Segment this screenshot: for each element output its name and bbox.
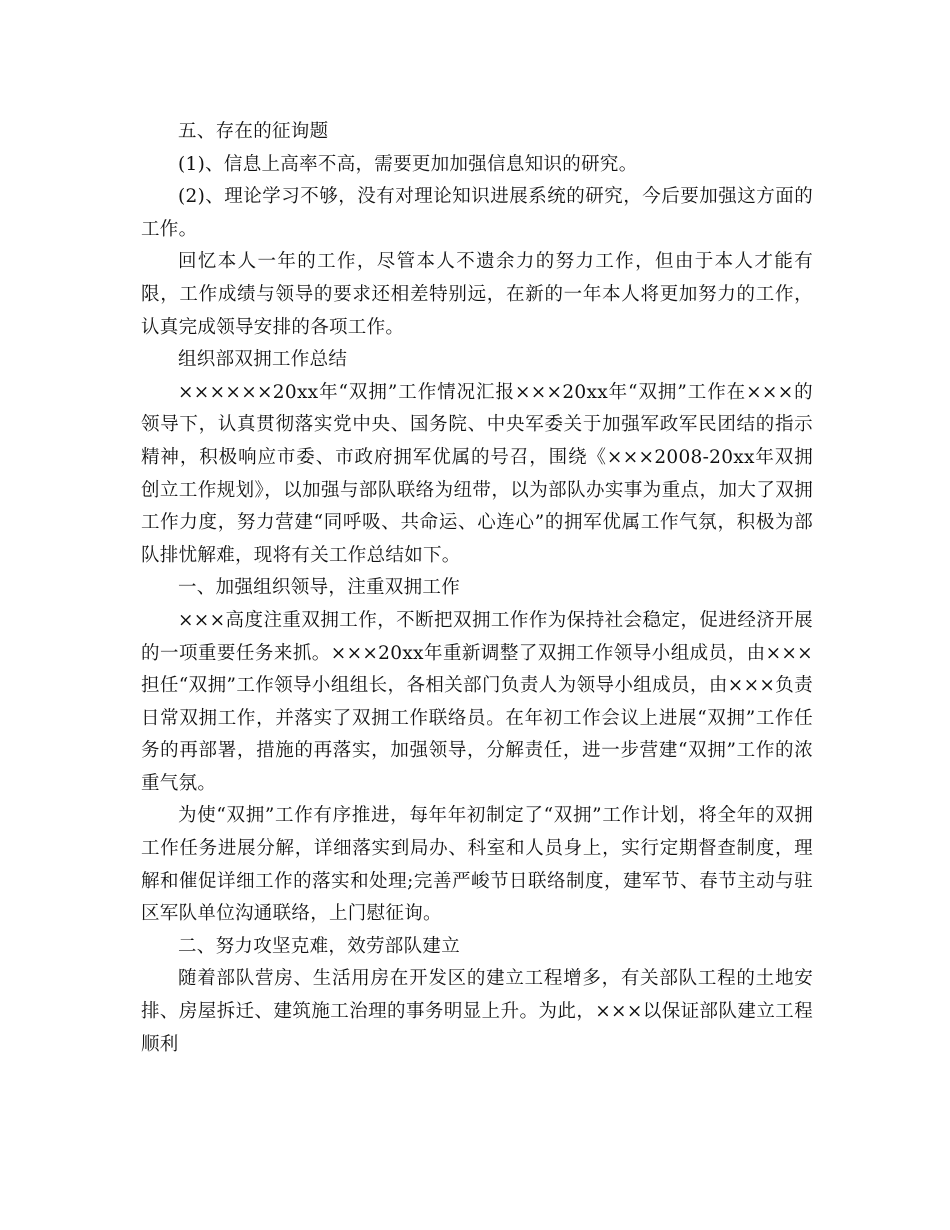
document-body bbox=[141, 116, 813, 1061]
section-heading: 五、存在的征询题 bbox=[178, 121, 329, 142]
paragraph: 随着部队营房、生活用房在开发区的建立工程增多，有关部队工程的土地安排、房屋拆迁、建筑施工治理的事务明显上升。为此，×××以保证部队建立工程顺利 bbox=[141, 968, 813, 1055]
paragraph: 为使“双拥”工作有序推进，每年年初制定了“双拥”工作计划，将全年的双拥工作任务进展分解，详细落实到局办、科室和人员身上，实行定期督查制度，理解和催促详细工作的落实和处理;完善严峻节日联络制度，建军节、春节主动与驻区军队单位沟通联络，上门慰征询。 bbox=[141, 805, 813, 925]
section-heading: 一、加强组织领导，注重双拥工作 bbox=[178, 577, 461, 599]
paragraph: (2)、理论学习不够，没有对理论知识进展系统的研究，今后要加强这方面的工作。 bbox=[141, 186, 813, 240]
section-heading: 二、努力攻坚克难，效劳部队建立 bbox=[178, 935, 461, 957]
paragraph: ×××高度注重双拥工作，不断把双拥工作作为保持社会稳定，促进经济开展的一项重要任务来抓。×××20xx年重新调整了双拥工作领导小组成员，由×××担任“双拥”工作领导小组组长，各相关部门负责人为领导小组成员，由×××负责日常双拥工作，并落实了双拥工作联络员。在年初工作会议上进展“双拥”工作任务的再部署，措施的再落实，加强领导，分解责任，进一步营建“双拥”工作的浓重气氛。 bbox=[141, 609, 813, 794]
paragraph: 回忆本人一年的工作，尽管本人不遗余力的努力工作，但由于本人才能有限，工作成绩与领导的要求还相差特别远，在新的一年本人将更加努力的工作，认真完成领导安排的各项工作。 bbox=[141, 251, 813, 338]
paragraph: (1)、信息上高率不高，需要更加加强信息知识的研究。 bbox=[178, 153, 638, 175]
paragraph: ××××××20xx年“双拥”工作情况汇报×××20xx年“双拥”工作在×××的领导下，认真贯彻落实党中央、国务院、中央军委关于加强军政军民团结的指示精神，积极响应市委、市政府拥军优属的号召，围绕《×××2008-20xx年双拥创立工作规划》，以加强与部队联络为纽带，以为部队办实事为重点，加大了双拥工作力度，努力营建“同呼吸、共命运、心连心”的拥军优属工作气氛，积极为部队排忧解难，现将有关工作总结如下。 bbox=[141, 381, 813, 566]
document-title: 组织部双拥工作总结 bbox=[178, 349, 348, 371]
